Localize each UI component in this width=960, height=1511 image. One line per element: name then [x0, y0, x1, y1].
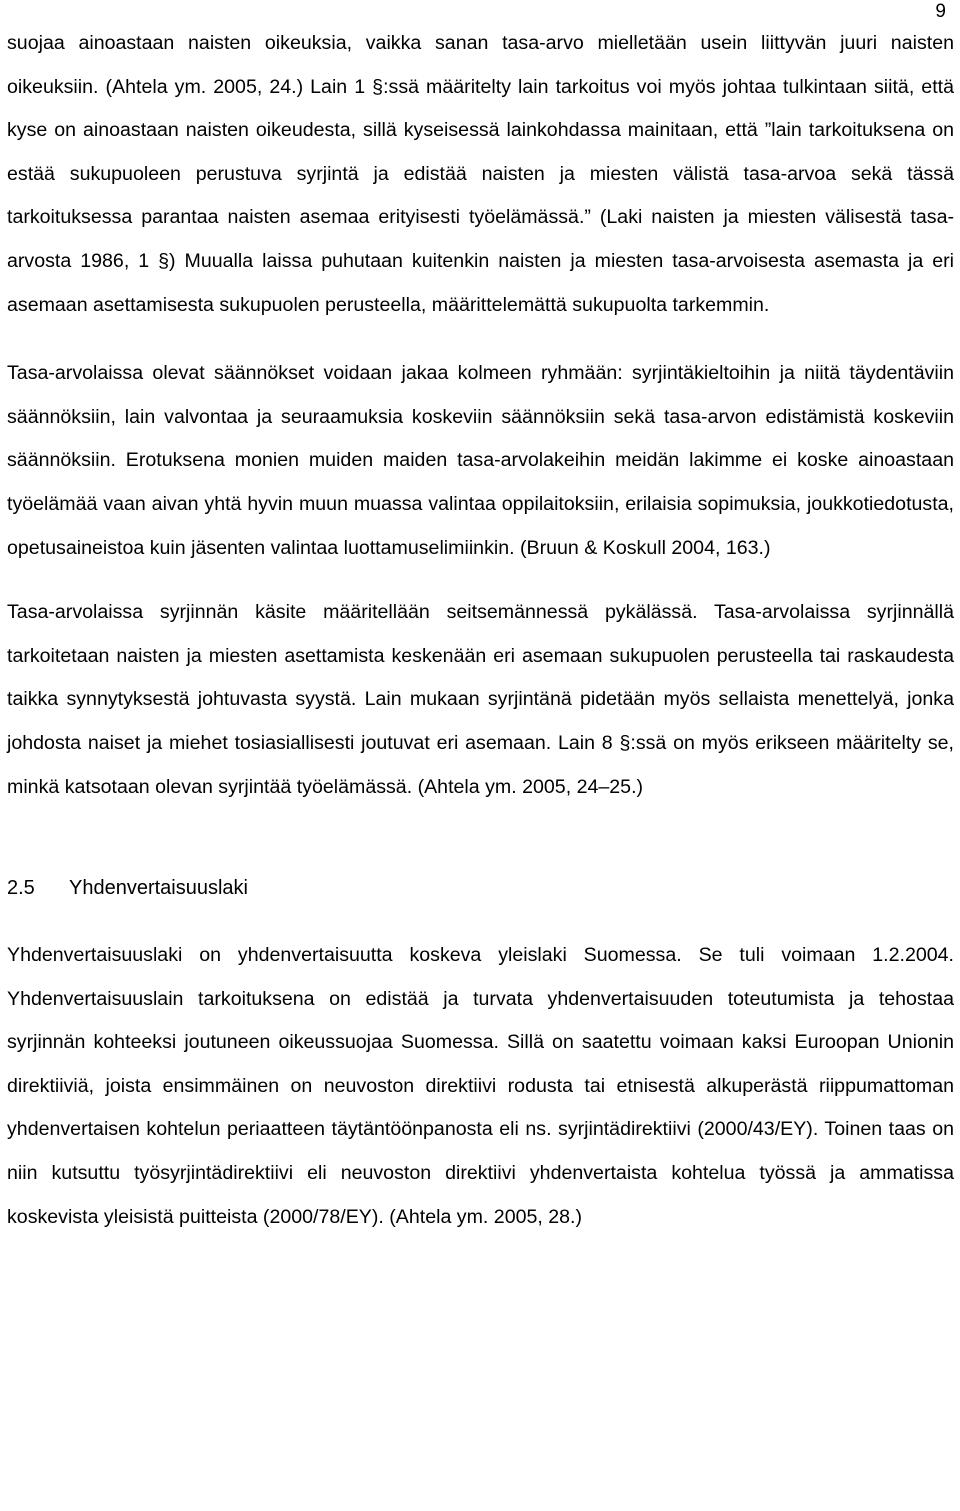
- section-heading: [7, 867, 954, 910]
- paragraph-equality-act-provisions: Tasa-arvolaissa olevat säännökset voidaan jakaa kolmeen ryhmään: syrjintäkieltoihin ja niitä täydentäviin säännöksiin, lain valvontaa ja seuraamuksia koskeviin säännöksiin sekä tasa-arvon edistämistä koskeviin säännöksiin. Erotuksena monien muiden maiden tasa-arvolakeihin meidän lakimme ei koske ainoastaan työelämää vaan aivan yhtä hyvin muun muassa valintaa oppilaitoksiin, erilaisia sopimuksia, joukkotiedotusta, opetusaineistoa kuin jäsenten valintaa luottamuselimiinkin. (Bruun & Koskull 2004, 163.): [7, 362, 954, 559]
- section-number: 2.5: [7, 877, 35, 900]
- page-number: 9: [935, 1, 946, 22]
- paragraph-womens-rights: suojaa ainoastaan naisten oikeuksia, vaikka sanan tasa-arvo mielletään usein liittyvän juuri naisten oikeuksiin. (Ahtela ym. 2005, 24.) Lain 1 §:ssä määritelty lain tarkoitus voi myös johtaa tulkintaan siitä, että kyse on ainoastaan naisten oikeudesta, sillä kyseisessä lainkohdassa mainitaan, että ”lain tarkoituksena on estää sukupuoleen perustuva syrjintä ja edistää naisten ja miesten välistä tasa-arvoa sekä tässä tarkoituksessa parantaa naisten asemaa erityisesti työelämässä.” (Laki naisten ja miesten välisestä tasa-arvosta 1986, 1 §) Muualla laissa puhutaan kuitenkin naisten ja miesten tasa-arvoisesta asemasta ja eri asemaan asettamisesta sukupuolen perusteella, määrittelemättä sukupuolta tarkemmin.: [7, 32, 954, 316]
- document-body: [7, 22, 954, 1239]
- section-title: Yhdenvertaisuuslaki: [69, 877, 248, 900]
- paragraph-discrimination-definition: Tasa-arvolaissa syrjinnän käsite määritellään seitsemännessä pykälässä. Tasa-arvolaissa syrjinnällä tarkoitetaan naisten ja miesten asettamista keskenään eri asemaan sukupuolen perusteella tai raskaudesta taikka synnytyksestä johtuvasta syystä. Lain mukaan syrjintänä pidetään myös sellaista menettelyä, jonka johdosta naiset ja miehet tosiasiallisesti joutuvat eri asemaan. Lain 8 §:ssä on myös erikseen määritelty se, minkä katsotaan olevan syrjintää työelämässä. (Ahtela ym. 2005, 24–25.): [7, 601, 954, 798]
- paragraph-non-discrimination-act: Yhdenvertaisuuslaki on yhdenvertaisuutta koskeva yleislaki Suomessa. Se tuli voimaan 1.2.2004. Yhdenvertaisuuslain tarkoituksena on edistää ja turvata yhdenvertaisuuden toteutumista ja tehostaa syrjinnän kohteeksi joutuneen oikeussuojaa Suomessa. Sillä on saatettu voimaan kaksi Euroopan Unionin direktiiviä, joista ensimmäinen on neuvoston direktiivi rodusta tai etnisestä alkuperästä riippumattoman yhdenvertaisen kohtelun periaatteen täytäntöönpanosta eli ns. syrjintädirektiivi (2000/43/EY). Toinen taas on niin kutsuttu työsyrjintädirektiivi eli neuvoston direktiivi yhdenvertaista kohtelua työssä ja ammatissa koskevista yleisistä puitteista (2000/78/EY). (Ahtela ym. 2005, 28.): [7, 944, 954, 1228]
